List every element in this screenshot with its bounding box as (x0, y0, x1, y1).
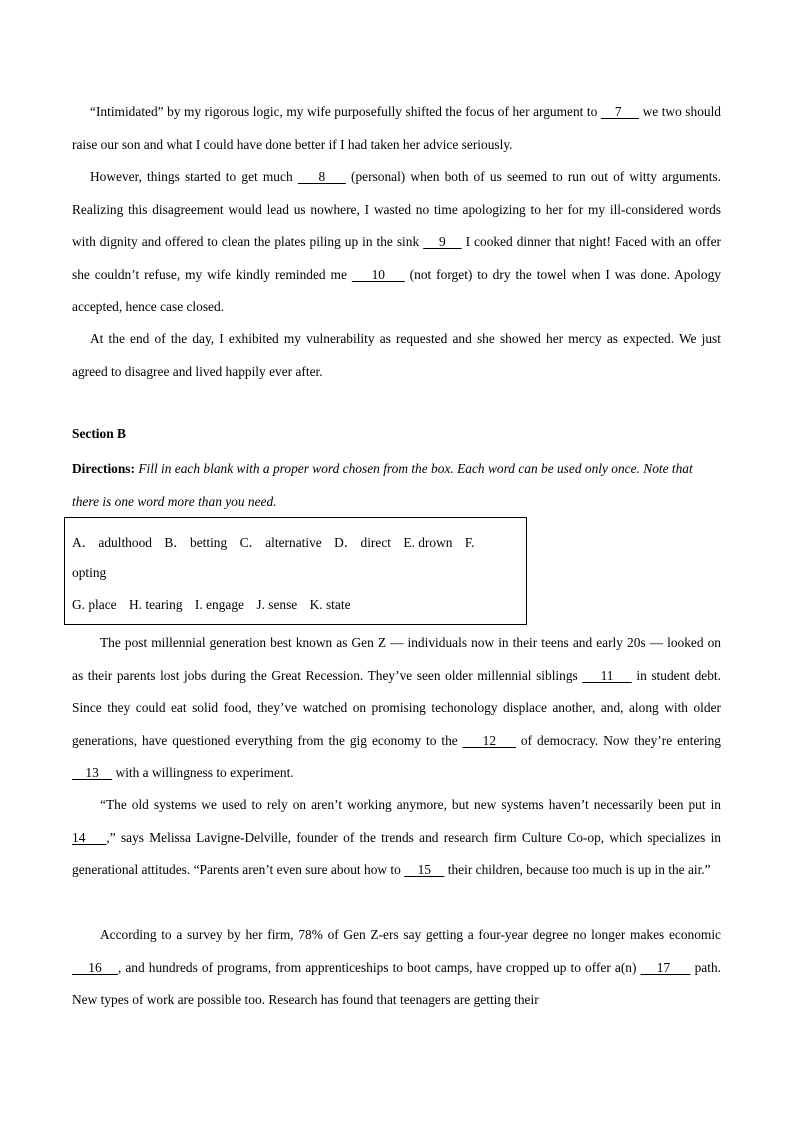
paragraph-old-systems (72, 789, 721, 887)
para6-text-b: , and hundreds of programs, from apprenticeships to boot camps, have cropped up to offer a(n) (117, 959, 637, 975)
word-option-e: E. drown (403, 535, 453, 550)
directions-label: Directions: (72, 461, 135, 476)
word-option-g: G. place (72, 597, 117, 612)
paragraph-however (72, 161, 721, 324)
paragraph-gen-z (72, 627, 721, 790)
blank-13: 13 (72, 765, 113, 780)
para5-text-b: ,” says Melissa Lavigne-Delville, founder of the trends and research firm Culture Co-op, which specializes in generational attitudes. “Parents aren’t even sure about how to (72, 829, 722, 877)
word-box-line-3 (72, 597, 360, 613)
blank-8: 8 (297, 169, 346, 184)
word-option-h: H. tearing (128, 597, 183, 612)
para2-text-d: (not forget) to dry the towel when I was done. Apology accepted, hence case closed. (72, 266, 721, 314)
word-option-j: J. sense (256, 597, 298, 612)
para1-text-a: “Intimidated” by my rigorous logic, my wife purposefully shifted the focus of her argument to (90, 104, 598, 119)
para6-text-a: According to a survey by her firm, 78% of Gen Z-ers say getting a four-year degree no longer makes economic (100, 927, 721, 942)
directions (72, 453, 721, 518)
para6-text-c: path. New types of work are possible too. Research has found that teenagers are getting their (72, 959, 721, 1007)
para1-text-b: we two should raise our son and what I could have done better if I had taken her advice seriously. (72, 104, 721, 152)
para5-text-c: their children, because too much is up in the air.” (447, 862, 711, 877)
blank-12: 12 (462, 732, 516, 748)
blank-7: 7 (600, 104, 640, 119)
word-option-f: opting (72, 565, 107, 580)
word-option-b: B． betting (164, 535, 228, 550)
word-option-f-label: F. (464, 535, 475, 550)
para4-text-a: The post millennial generation best known as Gen Z — individuals now in their teens and early 20s — looked on as their parents lost jobs during the Great Recession. They’ve seen older millennial siblings (72, 635, 721, 683)
blank-10: 10 (351, 266, 405, 282)
para4-text-d: with a willingness to experiment. (115, 765, 294, 780)
para2-text-a: However, things started to get much (90, 169, 293, 184)
word-box-line-2 (72, 565, 115, 581)
paragraph-intimidated (72, 96, 721, 161)
paragraph-survey (72, 919, 721, 1017)
word-option-k: K. state (309, 597, 351, 612)
word-option-d: D． direct (334, 535, 391, 550)
blank-16: 16 (72, 959, 118, 975)
blank-15: 15 (404, 862, 445, 877)
blank-14: 14 (72, 829, 107, 845)
blank-11: 11 (582, 667, 632, 683)
word-box (64, 517, 527, 625)
section-b-title: Section B (72, 426, 126, 441)
para3-text: At the end of the day, I exhibited my vulnerability as requested and she showed her mercy as expected. We just agreed to disagree and lived happily ever after. (72, 331, 721, 379)
blank-17: 17 (640, 959, 691, 975)
para4-text-c: of democracy. Now they’re entering (520, 732, 721, 748)
word-option-a: A． adulthood (72, 535, 152, 550)
word-box-line-1 (72, 532, 484, 551)
word-option-i: I. engage (194, 597, 244, 612)
directions-text: Fill in each blank with a proper word chosen from the box. Each word can be used only once. Note that there is one word more than you need. (72, 461, 693, 509)
para4-text-b: in student debt. Since they could eat solid food, they’ve watched on promising techonology displace another, and, along with older generations, have questioned everything from the gig economy to the (72, 667, 721, 748)
para2-text-c: I cooked dinner that night! Faced with an offer she couldn’t refuse, my wife kindly reminded me (72, 234, 721, 282)
word-option-c: C． alternative (239, 535, 322, 550)
paragraph-end-of-day (72, 323, 721, 388)
para5-text-a: “The old systems we used to rely on aren’t working anymore, but new systems haven’t necessarily been put in (100, 797, 721, 812)
blank-9: 9 (423, 234, 462, 249)
para2-text-b: (personal) when both of us seemed to run out of witty arguments. Realizing this disagreement would lead us nowhere, I wasted no time apologizing to her for my ill-considered words with dignity and offered to clean the plates piling up in the sink (72, 169, 721, 249)
